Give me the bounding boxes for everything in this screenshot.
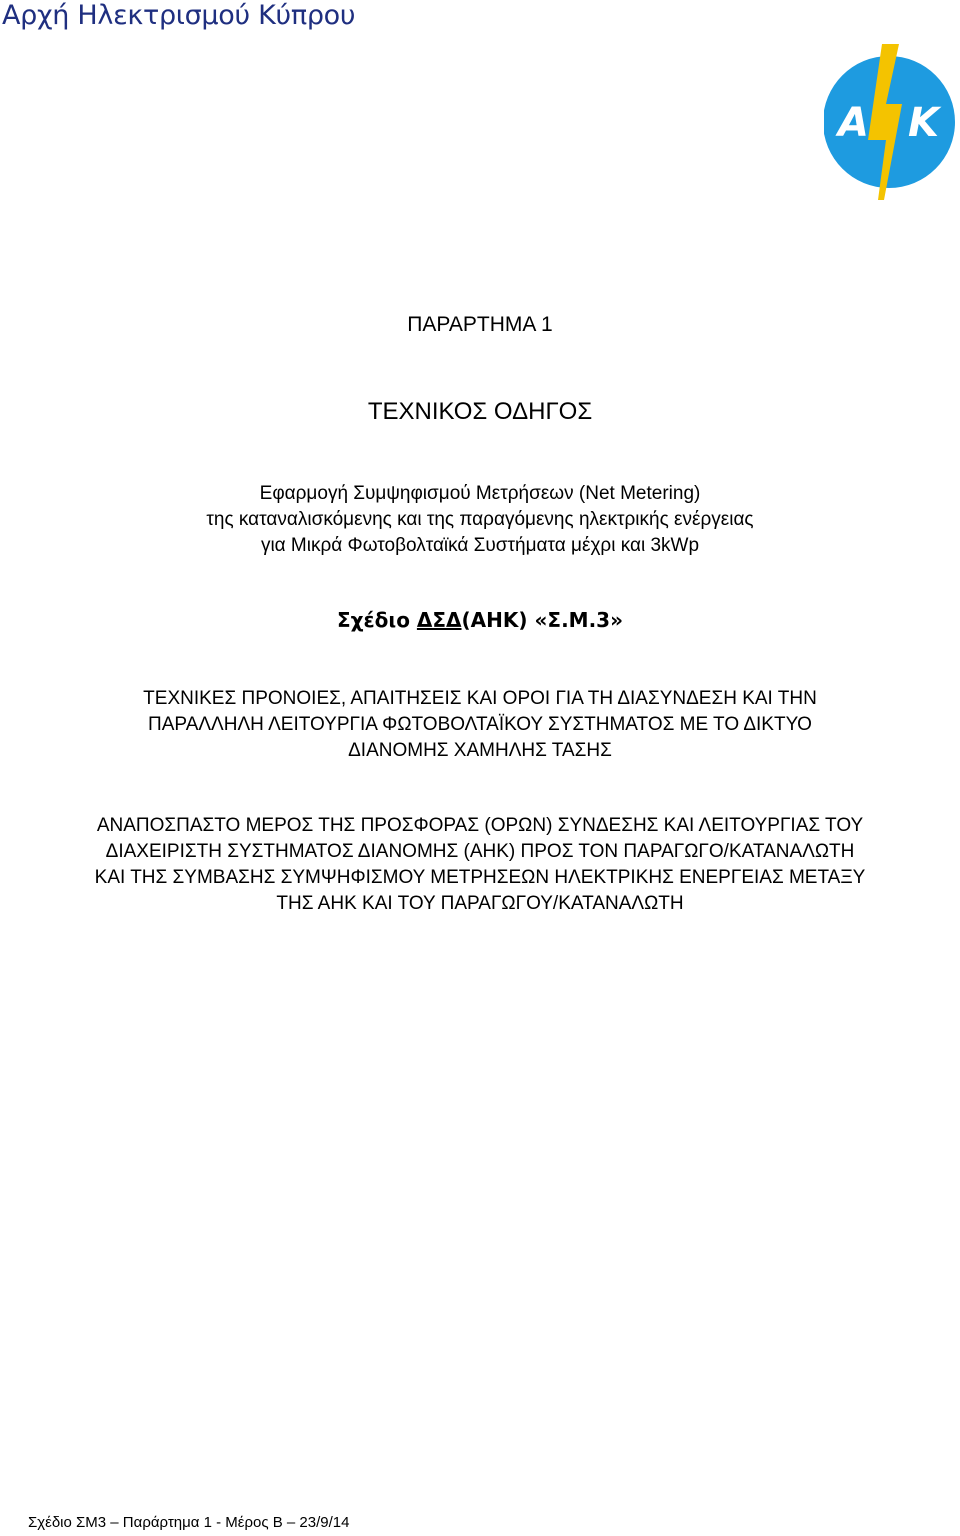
svg-text:K: K [908, 100, 939, 146]
guide-title: ΤΕΧΝΙΚΟΣ ΟΔΗΓΟΣ [367, 398, 593, 425]
company-logo [824, 44, 960, 200]
subtitle-line: Εφαρμογή Συμψηφισμού Μετρήσεων (Net Metering) [259, 483, 701, 504]
tech-line: ΔΙΑΝΟΜΗΣ ΧΑΜΗΛΗΣ ΤΑΣΗΣ [348, 740, 612, 761]
detach-line: ΑΝΑΠΟΣΠΑΣΤΟ ΜΕΡΟΣ ΤΗΣ ΠΡΟΣΦΟΡΑΣ (ΟΡΩΝ) ΣΥΝΔΕΣΗΣ ΚΑΙ ΛΕΙΤΟΥΡΓΙΑΣ ΤΟΥ [96, 815, 864, 836]
lightning-bolt-icon [824, 44, 960, 200]
page-footer: Σχέδιο ΣΜ3 – Παράρτημα 1 - Μέρος Β – 23/9/14 [28, 1514, 350, 1531]
technical-provisions-heading [0, 686, 960, 764]
plan-reference [0, 608, 960, 632]
detach-line: ΔΙΑΧΕΙΡΙΣΤΗ ΣΥΣΤΗΜΑΤΟΣ ΔΙΑΝΟΜΗΣ (ΑΗΚ) ΠΡΟΣ ΤΟΝ ΠΑΡΑΓΩΓΟ/ΚΑΤΑΝΑΛΩΤΗ [105, 841, 855, 862]
plan-underlined: ΔΣΔ [416, 608, 462, 632]
annex-title: ΠΑΡΑΡΤΗΜΑ 1 [407, 313, 553, 336]
tech-line: ΠΑΡΑΛΛΗΛΗ ΛΕΙΤΟΥΡΓΙΑ ΦΩΤΟΒΟΛΤΑΪΚΟΥ ΣΥΣΤΗΜΑΤΟΣ ΜΕ ΤΟ ΔΙΚΤΥΟ [148, 714, 812, 735]
subtitle-line: για Μικρά Φωτοβολταϊκά Συστήματα μέχρι και 3kWp [260, 535, 700, 556]
tech-line: ΤΕΧΝΙΚΕΣ ΠΡΟΝΟΙΕΣ, ΑΠΑΙΤΗΣΕΙΣ ΚΑΙ ΟΡΟΙ ΓΙΑ ΤΗ ΔΙΑΣΥΝΔΕΣΗ ΚΑΙ ΤΗΝ [143, 688, 817, 709]
plan-prefix: Σχέδιο [336, 608, 417, 632]
subtitle-line: της καταναλισκόμενης και της παραγόμενης ηλεκτρικής ενέργειας [206, 509, 754, 530]
organization-name: Αρχή Ηλεκτρισμού Κύπρου [2, 0, 356, 31]
detach-line: ΚΑΙ ΤΗΣ ΣΥΜΒΑΣΗΣ ΣΥΜΨΗΦΙΣΜΟΥ ΜΕΤΡΗΣΕΩΝ ΗΛΕΚΤΡΙΚΗΣ ΕΝΕΡΓΕΙΑΣ ΜΕΤΑΞΥ [94, 867, 866, 888]
subtitle [0, 481, 960, 559]
plan-suffix: (ΑΗΚ) «Σ.Μ.3» [461, 608, 624, 632]
svg-text:A: A [838, 100, 869, 146]
detach-line: ΤΗΣ ΑΗΚ ΚΑΙ ΤΟΥ ΠΑΡΑΓΩΓΟΥ/ΚΑΤΑΝΑΛΩΤΗ [276, 893, 684, 914]
integral-part-statement [0, 813, 960, 917]
